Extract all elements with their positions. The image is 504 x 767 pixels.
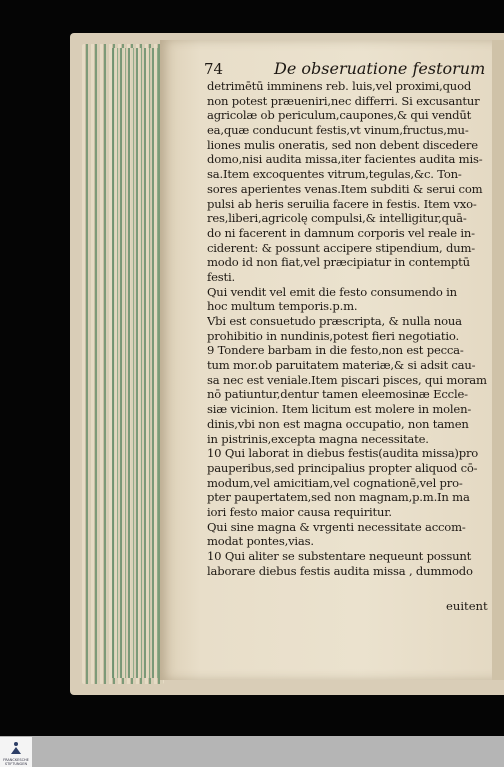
library-logo[interactable]: [0, 737, 32, 767]
text-line: prohibitio in nundinis,potest fieri negotiatio.: [207, 328, 459, 343]
text-line: agricolæ ob periculum,caupones,& qui vendūt: [207, 108, 472, 123]
text-line: ciderent: & possunt accipere stipendium, dum-: [207, 240, 475, 255]
text-line: modum,vel amicitiam,vel cognationē,vel pro-: [207, 475, 463, 490]
text-line: liones mulis oneratis, sed non debent discedere: [207, 137, 478, 152]
text-line: dinis,vbi non est magna occupatio, non tamen: [207, 416, 469, 431]
text-line: festi.: [207, 269, 235, 284]
text-line: modat pontes,vias.: [207, 534, 314, 549]
viewer-bottom-bar: [0, 736, 504, 767]
text-line: detrimētū imminens reb. luis,vel proximi,quod: [207, 79, 472, 93]
text-line: sa.Item excoquentes vitrum,tegulas,&c. Ton-: [207, 167, 462, 182]
text-line: pter paupertatem,sed non magnam,p.m.In ma: [207, 490, 470, 505]
body-text: [207, 79, 495, 578]
text-line: pauperibus,sed principalius propter aliquod cō-: [207, 460, 478, 475]
text-line: tum mor.ob paruitatem materiæ,& si adsit cau-: [207, 358, 476, 373]
page-number: 74: [204, 60, 224, 78]
text-line: hoc multum temporis.p.m.: [207, 299, 358, 314]
text-line: sores aperientes venas.Item subditi & serui com: [207, 181, 483, 196]
text-line: modo id non fiat,vel præcipiatur in contemptū: [207, 255, 470, 270]
text-line: pulsi ab heris seruilia facere in festis. Item vxo-: [207, 196, 477, 211]
text-line: laborare diebus festis audita missa , dummodo: [207, 563, 473, 578]
catchword: euitent: [446, 599, 488, 613]
colored-page-edges: [112, 48, 158, 678]
text-line: ea,quæ conducunt festis,vt vinum,fructus,mu-: [207, 123, 469, 138]
text-line: in pistrinis,excepta magna necessitate.: [207, 431, 429, 446]
text-line: Qui sine magna & vrgenti necessitate accom-: [207, 519, 466, 534]
library-logo-text: FRANCKESCHE STIFTUNGEN: [3, 758, 29, 766]
running-title: De obseruatione festorum: [274, 59, 486, 78]
text-line: sa nec est veniale.Item piscari pisces, qui moram: [207, 372, 487, 387]
text-line: do ni facerent in damnum corporis vel reale in-: [207, 225, 475, 240]
text-line: siæ vicinion. Item licitum est molere in molen-: [207, 402, 472, 417]
text-line: Qui vendit vel emit die festo consumendo in: [207, 284, 457, 299]
text-line: iori festo maior causa requiritur.: [207, 504, 392, 519]
text-line: res,liberi,agricolę compulsi,& intelligitur,quā-: [207, 211, 467, 226]
text-line: 10 Qui aliter se substentare nequeunt possunt: [207, 549, 472, 563]
text-line: 10 Qui laborat in diebus festis(audita missa)pro: [207, 446, 479, 461]
text-line: 9 Tondere barbam in die festo,non est pecca-: [207, 343, 464, 358]
text-line: non potest præueniri,nec differri. Si excusantur: [207, 93, 480, 108]
text-line: nō patiuntur,dentur tamen eleemosinæ Eccle-: [207, 387, 468, 402]
text-line: domo,nisi audita missa,iter facientes audita mis-: [207, 152, 483, 167]
text-line: Vbi est consuetudo præscripta, & nulla noua: [207, 314, 462, 328]
library-logo-icon: [10, 741, 22, 755]
